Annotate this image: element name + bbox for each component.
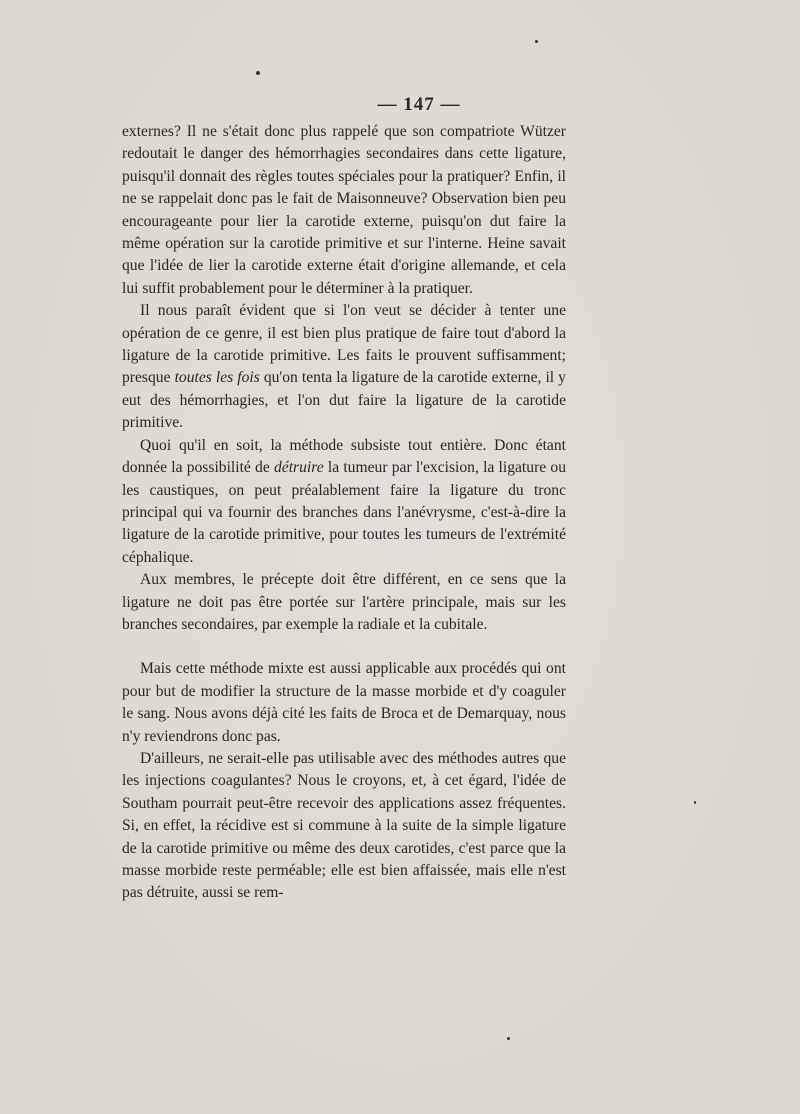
paragraph [122, 435, 566, 569]
paragraph [122, 658, 566, 748]
paragraph [122, 569, 566, 636]
paragraph [122, 748, 566, 905]
text-run: externes? Il ne s'était donc plus rappelé que son compatriote Wützer redoutait le danger des hémorrhagies secondaires dans cette ligature, puisqu'il donnait des règles toutes spéciales pour la pratiquer? Enfin, il ne se rappelait donc pas le fait de Maisonneuve? Observation bien peu encourageante pour lier la carotide externe, puisqu'on dut faire la même opération sur la carotide primitive et sur l'interne. Heine savait que l'idée de lier la carotide externe était d'origine allemande, et cela lui suffit probablement pour le déterminer à la pratiquer. [122, 123, 566, 297]
ink-speck [256, 71, 260, 75]
text-run: D'ailleurs, ne serait-elle pas utilisable avec des méthodes autres que les injections coagulantes? Nous le croyons, et, à cet égard, l'idée de Southam pourrait peut-être recevoir des applications assez fréquentes. Si, en effet, la récidive est si commune à la suite de la simple ligature de la carotide primitive ou même des deux carotides, c'est parce que la masse morbide reste perméable; elle est bien affaissée, mais elle n'est pas détruite, aussi se rem- [122, 749, 566, 902]
text-run: qu'on tenta la ligature de la carotide externe, il y eut des hémorrhagies, et l'on dut faire la ligature de la carotide primitive. [122, 369, 566, 432]
text-run: la tumeur par l'excision, la ligature ou les caustiques, on peut préalablement faire la ligature du tronc principal qui va fournir des branches dans l'anévrysme, c'est-à-dire la ligature de la carotide primitive, pour toutes les tumeurs de l'extrémité céphalique. [122, 459, 566, 566]
text-run: Il nous paraît évident que si l'on veut se décider à tenter une opération de ce genre, il est bien plus pratique de faire tout d'abord la ligature de la carotide primitive. Les faits le prouvent suffisamment; presque [122, 302, 566, 387]
text-run: Mais cette méthode mixte est aussi applicable aux procédés qui ont pour but de modifier la structure de la masse morbide et d'y coaguler le sang. Nous avons déjà cité les faits de Broca et de Demarquay, nous n'y reviendrons donc pas. [122, 660, 566, 745]
body-text [122, 121, 566, 905]
ink-speck [535, 40, 538, 43]
ink-speck [507, 1037, 510, 1040]
paragraph [122, 300, 566, 434]
italic-text: détruire [273, 459, 324, 477]
ink-speck [694, 801, 696, 804]
page-number: — 147 — [377, 94, 461, 115]
italic-text: toutes les fois [174, 369, 260, 387]
text-run: Quoi qu'il en soit, la méthode subsiste tout entière. Donc étant donnée la possibilité de [122, 436, 566, 477]
paragraph [122, 121, 566, 300]
text-run: Aux membres, le précepte doit être différent, en ce sens que la ligature ne doit pas être portée sur l'artère principale, mais sur les branches secondaires, par exemple la radiale et la cubitale. [122, 571, 566, 633]
